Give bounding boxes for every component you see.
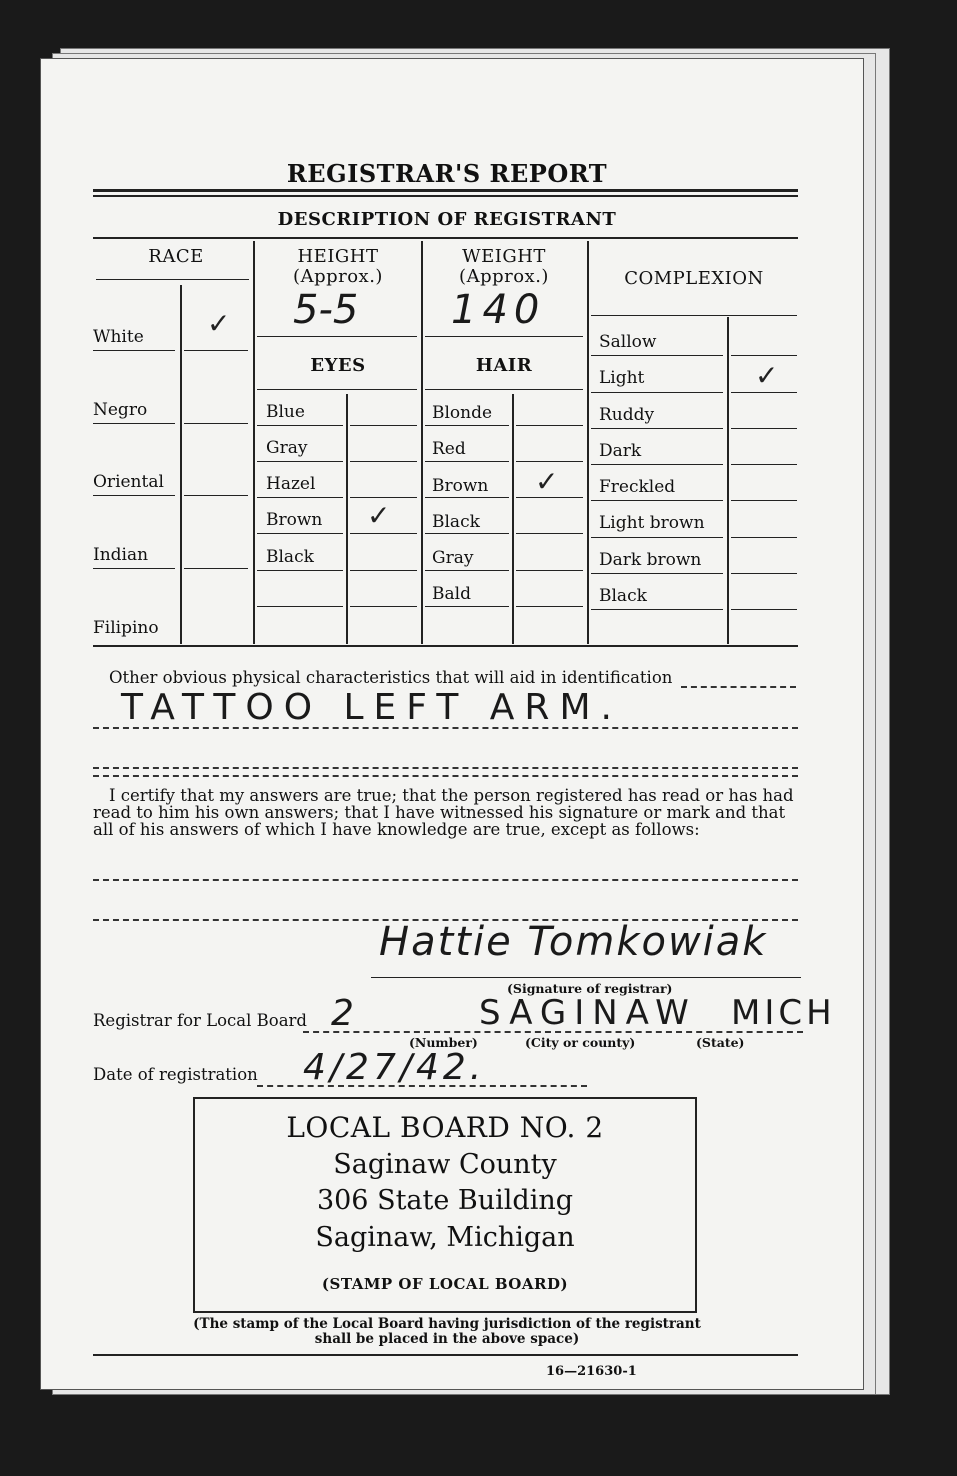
complexion-check-mark: ✓ bbox=[755, 359, 779, 392]
hair-option-red: Red bbox=[432, 439, 466, 459]
date-value: 4/27/42. bbox=[303, 1047, 486, 1088]
hair-check-mark: ✓ bbox=[535, 465, 559, 498]
race-option-filipino: Filipino bbox=[93, 618, 159, 638]
hair-row-rule bbox=[425, 533, 509, 534]
weight-header bbox=[423, 247, 585, 287]
complexion-check-rule bbox=[731, 609, 797, 610]
stamp-note-line-2: shall be placed in the above space) bbox=[314, 1331, 580, 1347]
eyes-option-brown: Brown bbox=[266, 510, 323, 530]
registrar-report-card bbox=[40, 58, 864, 1390]
height-value: 5-5 bbox=[293, 287, 359, 333]
hair-check-rule bbox=[516, 461, 583, 462]
hair-option-blonde: Blonde bbox=[432, 403, 493, 423]
report-title: REGISTRAR'S REPORT bbox=[286, 159, 608, 188]
complexion-row-rule bbox=[591, 573, 723, 574]
race-row-rule bbox=[93, 423, 175, 424]
title-rule bbox=[93, 189, 798, 192]
hair-check-rule bbox=[516, 533, 583, 534]
eyes-row-rule bbox=[257, 425, 343, 426]
race-check-mark: ✓ bbox=[207, 307, 231, 340]
race-option-white: White bbox=[93, 327, 144, 347]
date-label: Date of registration bbox=[93, 1065, 258, 1084]
stamp-note bbox=[41, 1317, 853, 1347]
col-line-1 bbox=[253, 241, 255, 644]
complexion-row-rule bbox=[591, 609, 723, 610]
eyes-check-rule bbox=[350, 570, 417, 571]
height-header bbox=[255, 247, 421, 287]
complexion-option-sallow: Sallow bbox=[599, 332, 657, 352]
other-line-1 bbox=[93, 727, 798, 729]
registrar-signature: Hattie Tomkowiak bbox=[379, 919, 768, 965]
board-number-value: 2 bbox=[331, 993, 354, 1034]
complexion-check-col bbox=[727, 317, 729, 644]
height-value-rule bbox=[257, 336, 417, 337]
race-row-rule bbox=[93, 495, 175, 496]
hair-header: HAIR bbox=[475, 355, 533, 376]
race-option-negro: Negro bbox=[93, 400, 148, 420]
complexion-option-light-brown: Light brown bbox=[599, 513, 705, 533]
complexion-option-black: Black bbox=[599, 586, 647, 606]
complexion-row-rule bbox=[591, 355, 723, 356]
stamp-county: Saginaw County bbox=[333, 1149, 557, 1180]
complexion-row-rule bbox=[591, 537, 723, 538]
hair-check-col bbox=[512, 394, 514, 644]
weight-header-line1: WEIGHT bbox=[462, 246, 546, 267]
race-header-rule bbox=[96, 279, 249, 280]
eyes-header: EYES bbox=[310, 355, 366, 376]
other-characteristics-label: Other obvious physical characteristics that will aid in identification bbox=[109, 668, 673, 687]
caption-number: (Number) bbox=[409, 1035, 478, 1050]
hair-row-rule bbox=[425, 570, 509, 571]
eyes-option-blue: Blue bbox=[266, 402, 305, 422]
other-line-2 bbox=[93, 767, 798, 769]
form-number: 16—21630-1 bbox=[546, 1364, 637, 1379]
eyes-check-rule bbox=[350, 606, 417, 607]
race-option-oriental: Oriental bbox=[93, 472, 164, 492]
exception-line-1 bbox=[93, 879, 798, 881]
stamp-board-number: LOCAL BOARD NO. 2 bbox=[286, 1111, 604, 1144]
eyes-header-rule bbox=[257, 389, 417, 390]
table-bottom-rule bbox=[93, 645, 798, 647]
complexion-row-rule bbox=[591, 500, 723, 501]
eyes-row-rule bbox=[257, 497, 343, 498]
stamp-note-line-1: (The stamp of the Local Board having jurisdiction of the registrant bbox=[193, 1316, 701, 1332]
complexion-option-dark-brown: Dark brown bbox=[599, 550, 702, 570]
eyes-check-rule bbox=[350, 461, 417, 462]
eyes-option-gray: Gray bbox=[266, 438, 308, 458]
bottom-rule bbox=[93, 1354, 798, 1356]
complexion-check-rule bbox=[731, 355, 797, 356]
registrar-label: Registrar for Local Board bbox=[93, 1011, 307, 1030]
height-header-line2: (Approx.) bbox=[293, 266, 383, 287]
eyes-check-col bbox=[346, 394, 348, 644]
complexion-option-ruddy: Ruddy bbox=[599, 405, 655, 425]
eyes-check-rule bbox=[350, 533, 417, 534]
hair-row-rule bbox=[425, 606, 509, 607]
hair-option-gray: Gray bbox=[432, 548, 474, 568]
stamp-city: Saginaw, Michigan bbox=[315, 1222, 575, 1253]
signature-caption: (Signature of registrar) bbox=[507, 981, 673, 996]
stamp-caption: (STAMP OF LOCAL BOARD) bbox=[321, 1275, 569, 1293]
certify-paragraph bbox=[93, 787, 803, 838]
complexion-check-rule bbox=[731, 464, 797, 465]
signature-rule bbox=[371, 977, 801, 978]
eyes-row-rule bbox=[257, 606, 343, 607]
hair-check-rule bbox=[516, 425, 583, 426]
hair-check-rule bbox=[516, 497, 583, 498]
state-value: MICH bbox=[731, 993, 836, 1033]
race-check-rule bbox=[184, 350, 248, 351]
complexion-row-rule bbox=[591, 464, 723, 465]
complexion-check-rule bbox=[731, 428, 797, 429]
race-row-rule bbox=[93, 350, 175, 351]
col-line-3 bbox=[587, 241, 589, 644]
complexion-option-light: Light bbox=[599, 368, 645, 388]
hair-option-black: Black bbox=[432, 512, 480, 532]
complexion-check-rule bbox=[731, 573, 797, 574]
race-header: RACE bbox=[148, 246, 204, 267]
race-row-rule bbox=[93, 568, 175, 569]
eyes-option-black: Black bbox=[266, 547, 314, 567]
height-header-line1: HEIGHT bbox=[297, 246, 379, 267]
hair-check-rule bbox=[516, 606, 583, 607]
race-check-rule bbox=[184, 495, 248, 496]
complexion-option-freckled: Freckled bbox=[599, 477, 676, 497]
caption-city: (City or county) bbox=[525, 1035, 636, 1050]
eyes-check-rule bbox=[350, 425, 417, 426]
complexion-check-rule bbox=[731, 500, 797, 501]
other-label-dash bbox=[681, 686, 796, 688]
complexion-row-rule bbox=[591, 428, 723, 429]
weight-value: 140 bbox=[451, 287, 546, 333]
race-option-indian: Indian bbox=[93, 545, 149, 565]
hair-row-rule bbox=[425, 497, 509, 498]
complexion-option-dark: Dark bbox=[599, 441, 642, 461]
certify-line-1: I certify that my answers are true; that the person registered has read or has had bbox=[109, 786, 794, 805]
complexion-header-rule bbox=[591, 315, 797, 316]
race-check-rule bbox=[184, 568, 248, 569]
eyes-check-rule bbox=[350, 497, 417, 498]
local-board-stamp-box bbox=[193, 1097, 697, 1313]
complexion-check-rule bbox=[731, 392, 797, 393]
race-check-rule bbox=[184, 423, 248, 424]
complexion-row-rule bbox=[591, 392, 723, 393]
hair-row-rule bbox=[425, 461, 509, 462]
hair-option-brown: Brown bbox=[432, 476, 489, 496]
stamp-building: 306 State Building bbox=[316, 1185, 574, 1216]
hair-option-bald: Bald bbox=[432, 584, 471, 604]
caption-state: (State) bbox=[696, 1035, 745, 1050]
eyes-option-hazel: Hazel bbox=[266, 474, 316, 494]
eyes-check-mark: ✓ bbox=[367, 499, 391, 532]
section-title: DESCRIPTION OF REGISTRANT bbox=[277, 209, 617, 230]
weight-value-rule bbox=[425, 336, 583, 337]
complexion-header: COMPLEXION bbox=[624, 268, 764, 289]
other-line-3 bbox=[93, 775, 798, 777]
race-check-col bbox=[180, 285, 182, 644]
weight-header-line2: (Approx.) bbox=[459, 266, 549, 287]
eyes-row-rule bbox=[257, 461, 343, 462]
other-characteristics-value: TATTOO LEFT ARM. bbox=[121, 687, 622, 728]
eyes-row-rule bbox=[257, 570, 343, 571]
col-line-2 bbox=[421, 241, 423, 644]
hair-row-rule bbox=[425, 425, 509, 426]
city-value: SAGINAW bbox=[479, 993, 697, 1033]
certify-line-2: read to him his own answers; that I have witnessed his signature or mark and that bbox=[93, 803, 786, 822]
table-top-rule bbox=[93, 237, 798, 239]
hair-header-rule bbox=[425, 389, 583, 390]
title-rule-2 bbox=[93, 195, 798, 197]
certify-line-3: all of his answers of which I have knowledge are true, except as follows: bbox=[93, 820, 700, 839]
hair-check-rule bbox=[516, 570, 583, 571]
eyes-row-rule bbox=[257, 533, 343, 534]
complexion-check-rule bbox=[731, 537, 797, 538]
